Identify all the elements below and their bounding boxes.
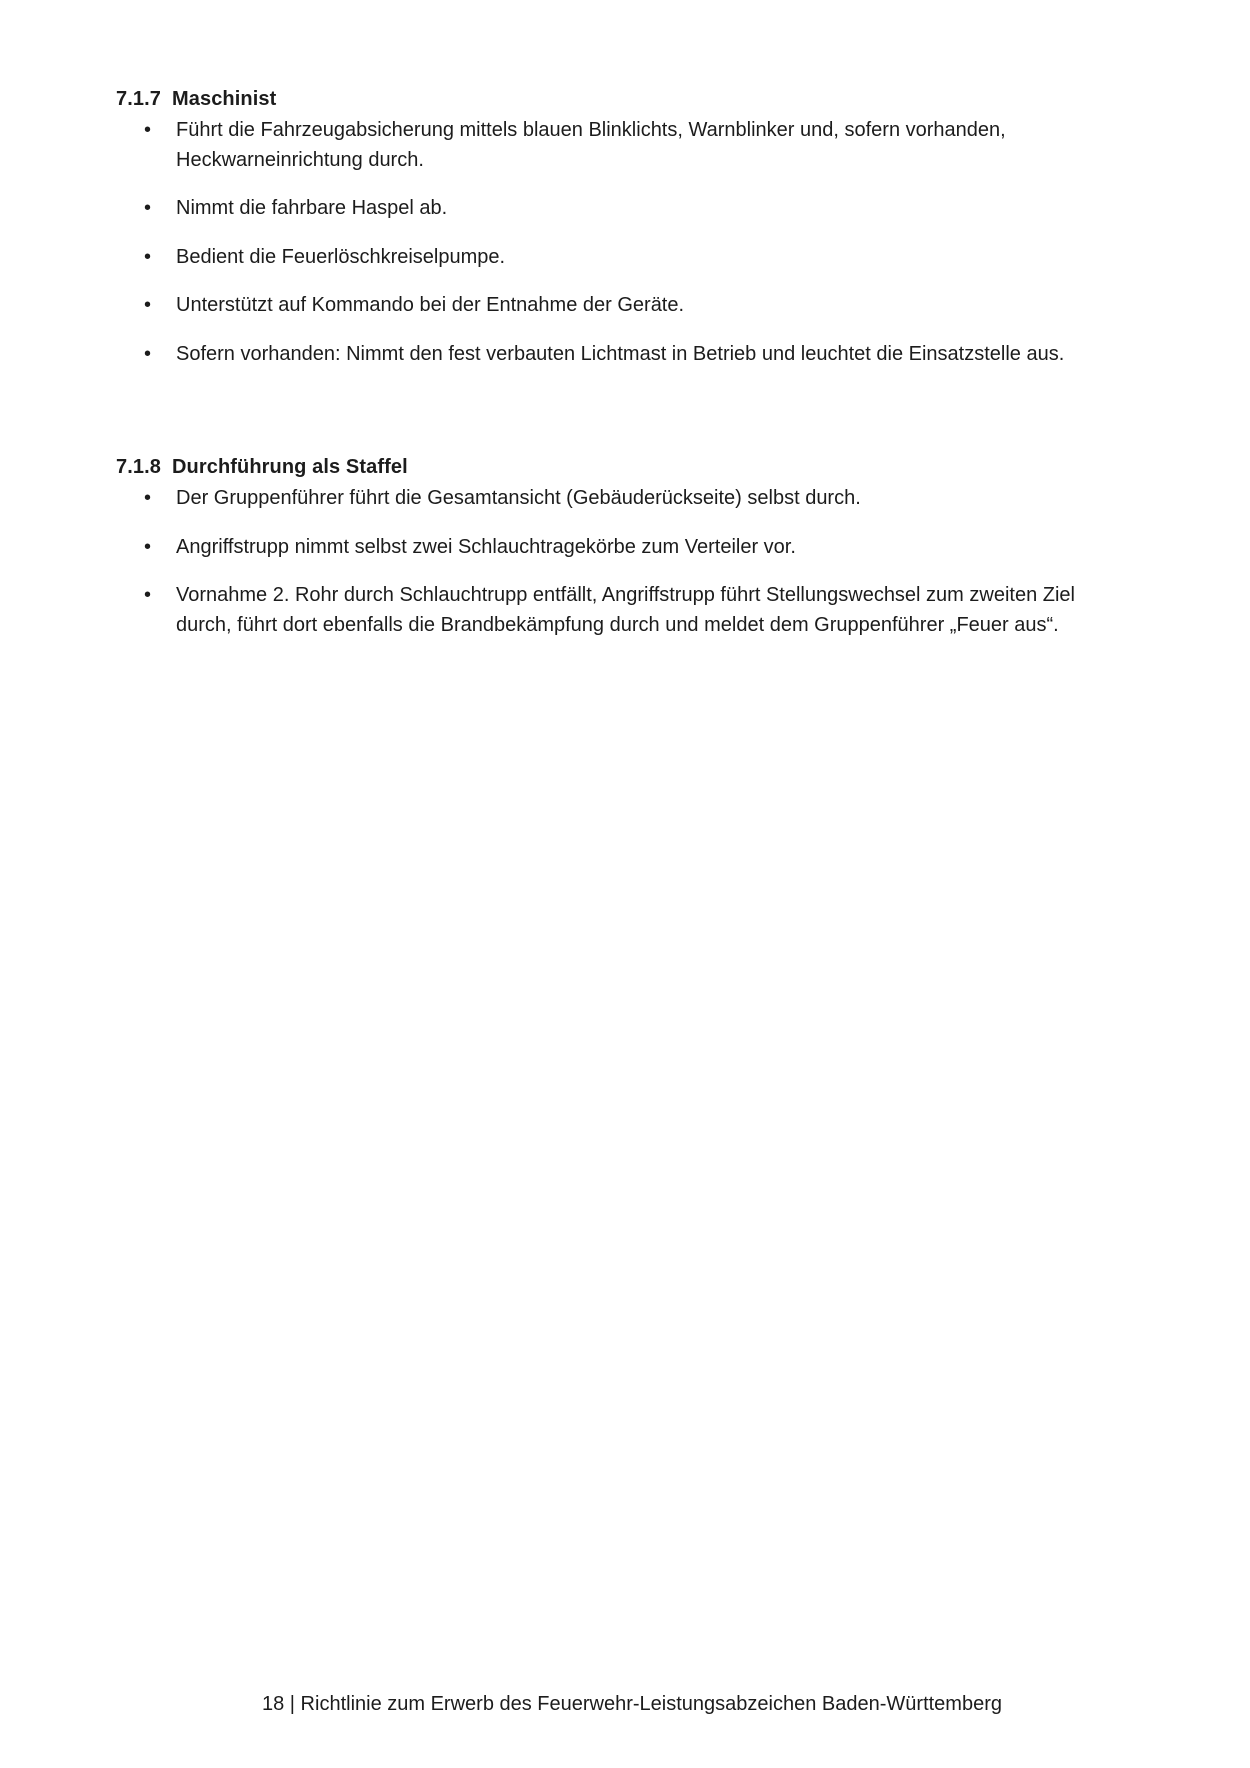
section-number: 7.1.8: [116, 456, 161, 478]
section-heading: [116, 452, 1116, 482]
bullet-icon: •: [144, 119, 152, 141]
bullet-list: [116, 116, 1116, 369]
bullet-icon: •: [144, 342, 152, 365]
bullet-icon: •: [144, 487, 152, 509]
page-footer: 18 | Richtlinie zum Erwerb des Feuerwehr-Leistungsabzeichen Baden-Württemberg: [262, 1693, 1002, 1715]
section-durchfuehrung-als-staffel: [116, 452, 1116, 659]
bullet-icon: •: [144, 535, 152, 558]
section-maschinist: [116, 84, 1116, 388]
list-item: • Nimmt die fahrbare Haspel ab.: [116, 194, 1116, 224]
list-item: • Vornahme 2. Rohr durch Schlauchtrupp entfällt, Angriffstrupp führt Stellungswechsel zum zweiten Ziel durch, führt dort ebenfalls die Brandbekämpfung durch und meldet dem Gruppenführer „Feuer aus“.: [116, 581, 1116, 640]
list-item: • Der Gruppenführer führt die Gesamtansicht (Gebäuderückseite) selbst durch.: [116, 484, 1116, 514]
bullet-icon: •: [144, 245, 152, 268]
list-item: • Unterstützt auf Kommando bei der Entnahme der Geräte.: [116, 291, 1116, 321]
section-title: Maschinist: [171, 88, 277, 110]
section-title: Durchführung als Staffel: [171, 456, 408, 478]
list-item: • Angriffstrupp nimmt selbst zwei Schlauchtragekörbe zum Verteiler vor.: [116, 533, 1116, 563]
bullet-icon: •: [144, 197, 152, 219]
section-number: 7.1.7: [116, 88, 161, 110]
list-item: • Sofern vorhanden: Nimmt den fest verbauten Lichtmast in Betrieb und leuchtet die Einsatzstelle aus.: [116, 340, 1116, 370]
bullet-icon: •: [144, 294, 152, 316]
bullet-icon: •: [144, 584, 152, 606]
list-item: • Bedient die Feuerlöschkreiselpumpe.: [116, 243, 1116, 273]
section-heading: [116, 84, 1116, 114]
bullet-list: [116, 484, 1116, 640]
list-item: • Führt die Fahrzeugabsicherung mittels blauen Blinklichts, Warnblinker und, sofern vorhanden, Heckwarneinrichtung durch.: [116, 116, 1116, 175]
